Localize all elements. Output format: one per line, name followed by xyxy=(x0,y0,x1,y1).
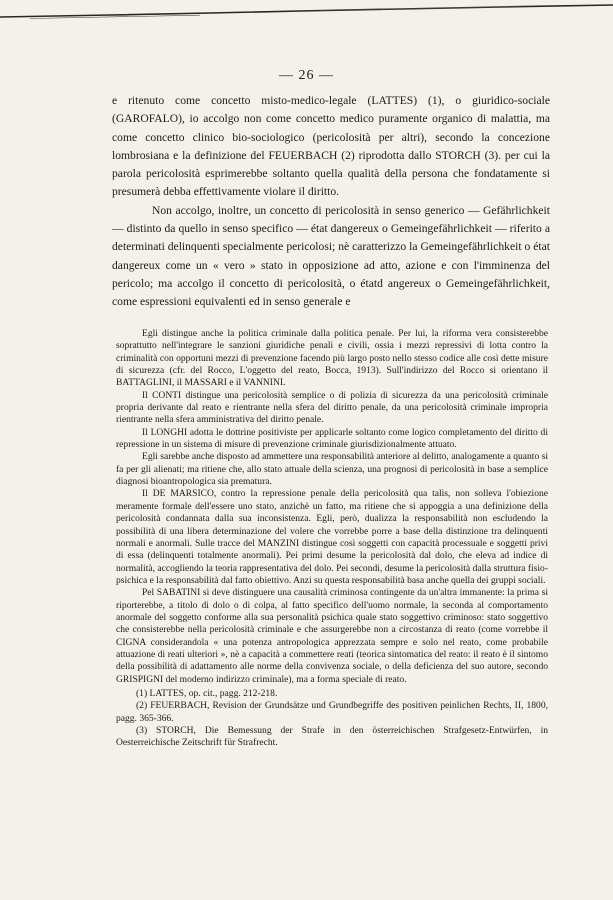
top-edge-rule xyxy=(0,0,613,26)
footnote: (3) STORCH, Die Bemessung der Strafe in den österreichischen Strafgesetz-Entwürfen, in Oesterreichische Zeitschrift für Strafrecht. xyxy=(116,725,548,749)
note-paragraph: Egli distingue anche la politica criminale dalla politica penale. Per lui, la riforma vera consisterebbe soprattutto nell'integrare le sanzioni giuridiche penali e civili, ossia i mezzi repressivi di lotta contro la criminalità con opportuni mezzi di prevenzione facendo più largo posto nello stesso codice alle così dette misure di sicurezza (cfr. del Rocco, L'oggetto del reato, Bocca, 1913). Sull'indirizzo del Rocco si orientano il BATTAGLINI, il MASSARI e il VANNINI. xyxy=(116,328,548,389)
note-paragraph: Il LONGHI adotta le dottrine positiviste per applicarle soltanto come logico completamento del diritto di repressione in un sistema di misure di prevenzione criminale giurisdizionalmente attuato. xyxy=(116,426,548,451)
note-paragraph: Egli sarebbe anche disposto ad ammettere una responsabilità anteriore al delitto, analogamente a quanto si fa per gli alienati; ma ritiene che, allo stato attuale della scienza, una prognosi di pericolosità in base a semplice diagnosi bioantropologica sia prematura. xyxy=(116,451,548,488)
note-paragraph: Pel SABATINI si deve distinguere una causalità criminosa contingente da un'altra immanente: la prima si riporterebbe, a titolo di dolo o di colpa, al fatto specifico dell'uomo normale, la seconda al comportamento anormale del soggetto conforme alla sua personalità psichica quale stato soggettivo criminoso: stato soggettivo che consisterebbe nella pericolosità criminale e che assurgerebbe non a circostanza di reato (come vorrebbe il CIGNA considerandola « una potenza antropologica apprezzata sempre e solo nel reato, come probabile attuazione di reati ulteriori », nè a capacità a commettere reati (teorica sintomatica del reato: il reato è il sintomo della possibilità di adattamento alle norme della convivenza sociale, o della deficienza del suo autore, secondo GRISPIGNI del moderno indirizzo criminale), ma a forma speciale di reato. xyxy=(116,587,548,685)
footnote: (2) FEUERBACH, Revision der Grundsätze und Grundbegriffe des positiven peinlichen Rechts, II, 1800, pagg. 365-366. xyxy=(116,700,548,724)
footnote: (1) LATTES, op. cit., pagg. 212-218. xyxy=(136,687,278,699)
note-paragraph: Il DE MARSICO, contro la repressione penale della pericolosità qua talis, non solleva l'obiezione meramente formale dell'essere uno stato, anzichè un fatto, ma ritiene che si appoggia a una definizione della pericolosità condannata dalla sua inconsistenza. Egli, però, dualizza la responsabilità non escludendo la possibilità di una libera determinazione del volere che vorrebbe porre a base della distinzione tra delinquenti normali e anormali. Sulle tracce del MANZINI distingue così soggetti con capacità processuale e soggetti privi di essa (delinquenti totalmente anormali). Pei primi desume la pericolosità dal dolo, che eleva ad indice di normalità, accogliendo la teoria rappresentativa del dolo. Pei secondi, desume la pericolosità dalla struttura fisio-psichica e la responsabilità dal fatto obiettivo. Anzi su questa responsabilità basa anche quella dei gruppi sociali. xyxy=(116,488,548,586)
main-text xyxy=(112,92,550,312)
body-paragraph: Non accolgo, inoltre, un concetto di pericolosità in senso generico — Gefährlichkeit — distinto da quello in senso specifico — état dangereux o Gemeingefährlichkeit — riferito a determinati delinquenti specialmente pericolosi; nè caratterizzo la Gemeingefährlichkeit o état dangereux come un « vero » stato in opposizione ad atto, azione e con l'imminenza del pericolo; ma accolgo il concetto di pericolosità, o étatd angereux o Gemeingefährlichkeit, come espressioni equivalenti ed in senso generale e xyxy=(112,203,550,309)
page-number: — 26 — xyxy=(279,68,334,83)
notes-section xyxy=(116,328,548,750)
footnotes xyxy=(116,688,548,750)
note-paragraph: Il CONTI distingue una pericolosità semplice o di polizia di sicurezza da una pericolosità criminale propria derivante dal reato e rientrante nella sfera del diritto penale, da una pericolosità criminale impropria rientrante nella sfera amministrativa del diritto penale. xyxy=(116,389,548,426)
body-paragraph: e ritenuto come concetto misto-medico-legale (LATTES) (1), o giuridico-sociale (GAROFALO), io accolgo non come concetto medico puramente organico di malattia, ma come concetto clinico bio-sociologico (pericolosità per altri), secondo la concezione lombrosiana e la definizione del FEUERBACH (2) riprodotta dallo STORCH (3). per cui la parola pericolosità esprimerebbe soltanto quella qualità della persona che fondatamente si presumerà debba effettivamente violare il diritto. xyxy=(112,94,550,199)
